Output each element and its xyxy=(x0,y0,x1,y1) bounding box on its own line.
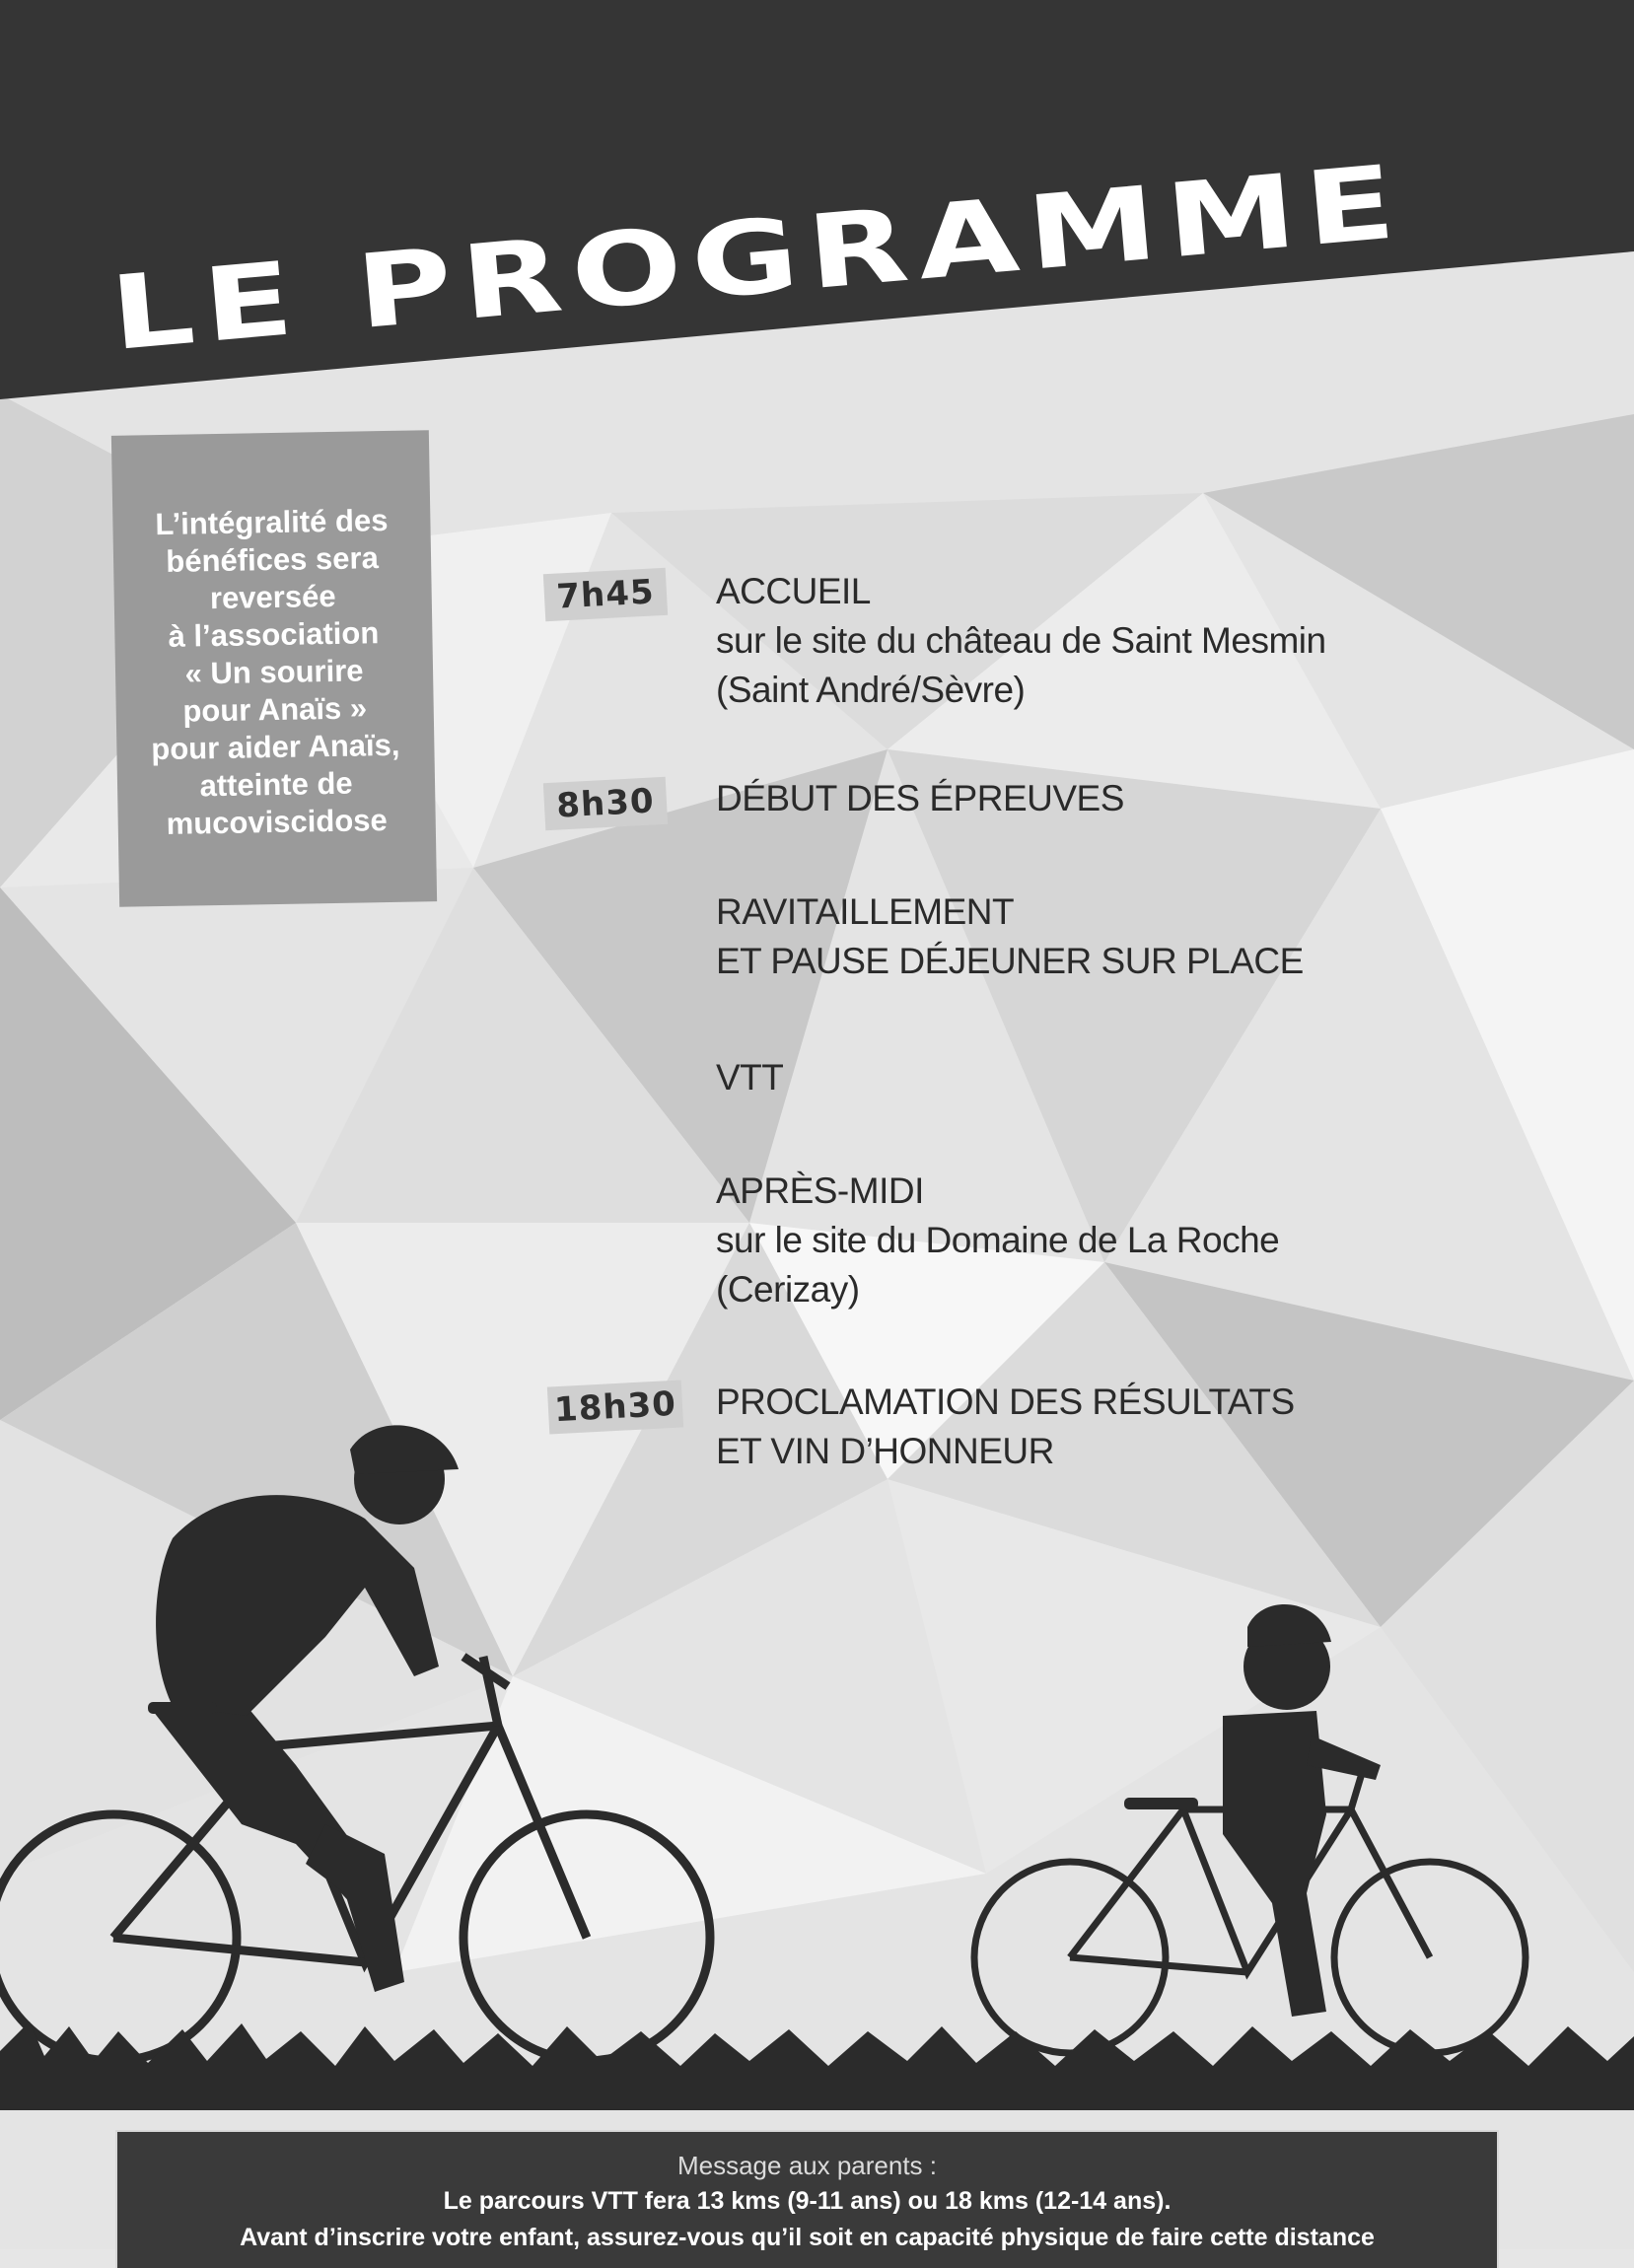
program-line: (Cerizay) xyxy=(716,1269,860,1310)
message-line-1: Le parcours VTT fera 13 kms (9-11 ans) ou 18 kms (12-14 ans). xyxy=(443,2187,1172,2215)
program-line: PROCLAMATION DES RÉSULTATS xyxy=(716,1382,1295,1422)
grass-silhouette xyxy=(0,2021,1634,2110)
program-line: ACCUEIL xyxy=(716,571,871,611)
charity-text: L’intégralité des bénéfices sera reversée à l’association « Un sourire pour Anaïs » pour aider Anaïs, atteinte de mucoviscidose xyxy=(151,502,400,841)
charity-box xyxy=(111,430,437,907)
program-line: ET PAUSE DÉJEUNER SUR PLACE xyxy=(716,941,1304,981)
program-line: DÉBUT DES ÉPREUVES xyxy=(716,778,1124,818)
parents-message-box xyxy=(115,2130,1499,2268)
message-line-2: Avant d’inscrire votre enfant, assurez-vous qu’il soit en capacité physique de faire cette distance xyxy=(240,2224,1375,2251)
program-lines xyxy=(716,1053,1564,1102)
page-title: LE PROGRAMME xyxy=(106,142,1409,374)
program-line: VTT xyxy=(716,1057,784,1098)
cyclists-illustration xyxy=(0,1400,1634,2110)
program-line: (Saint André/Sèvre) xyxy=(716,670,1026,710)
program-line: RAVITAILLEMENT xyxy=(716,891,1015,932)
program-lines xyxy=(716,567,1564,715)
time-badge: 7h45 xyxy=(543,568,668,621)
time-badge: 8h30 xyxy=(543,777,668,830)
program-line: sur le site du Domaine de La Roche xyxy=(716,1220,1280,1260)
program-line: sur le site du château de Saint Mesmin xyxy=(716,620,1326,661)
program-lines xyxy=(716,1167,1564,1314)
program-lines xyxy=(716,774,1564,823)
message-title: Message aux parents : xyxy=(676,2151,938,2180)
program-line: APRÈS-MIDI xyxy=(716,1170,924,1211)
program-line: ET VIN D’HONNEUR xyxy=(716,1431,1054,1471)
time-badge: 18h30 xyxy=(547,1380,683,1434)
program-lines xyxy=(716,887,1564,986)
adult-rider-icon xyxy=(148,1425,459,1992)
